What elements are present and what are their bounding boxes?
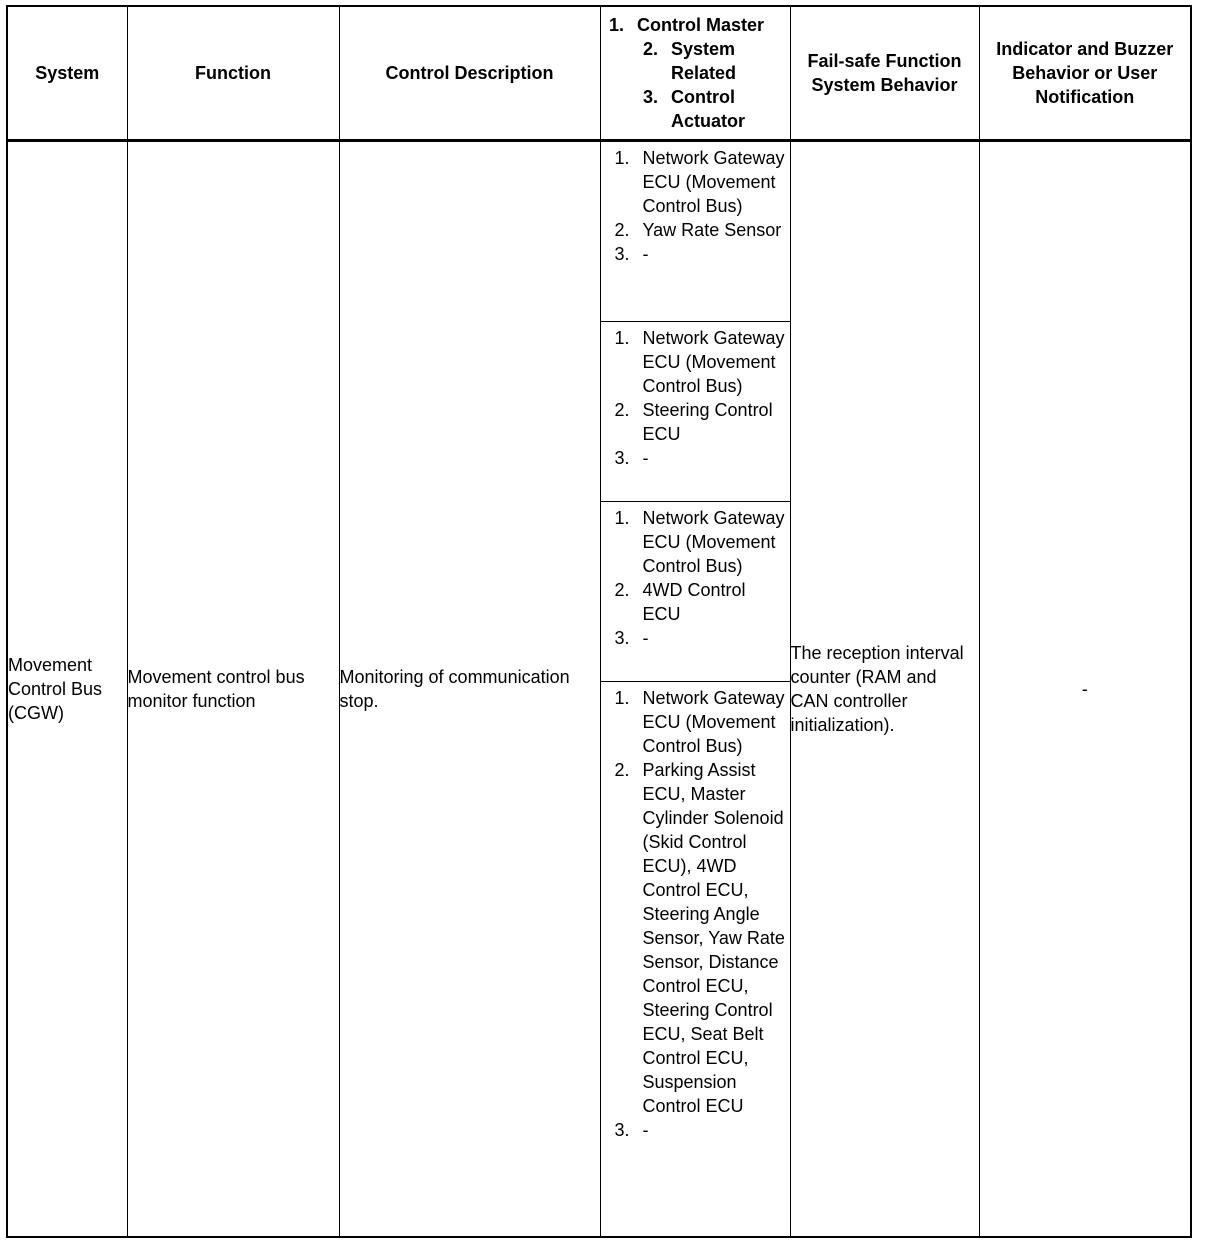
component-block: [601, 142, 790, 322]
cell-control-description: Monitoring of communication stop.: [339, 141, 600, 1238]
list-item: 3. -: [614, 244, 649, 264]
header-control-list: [609, 13, 781, 133]
header-control-master: [600, 6, 790, 141]
header-function: Function: [127, 6, 339, 141]
component-block: [601, 682, 790, 1146]
cell-indicator: -: [979, 141, 1191, 1238]
list-item: 2. Steering Control ECU: [614, 400, 773, 444]
header-system: System: [7, 6, 127, 141]
list-item: 2. Parking Assist ECU, Master Cylinder Solenoid (Skid Control ECU), 4WD Control ECU, Steering Angle Sensor, Yaw Rate Sensor, Distance Control ECU, Steering Control ECU, Seat Belt Control ECU, Suspension Control ECU: [614, 760, 785, 1116]
cell-system: Movement Control Bus (CGW): [7, 141, 127, 1238]
cell-function: Movement control bus monitor function: [127, 141, 339, 1238]
list-item: 3. -: [614, 448, 649, 468]
list-item: 1. Network Gateway ECU (Movement Control Bus): [614, 688, 785, 756]
component-block: [601, 322, 790, 502]
component-block: [601, 502, 790, 682]
list-item: 1. Network Gateway ECU (Movement Control Bus): [614, 148, 785, 216]
list-item: 2. 4WD Control ECU: [614, 580, 746, 624]
cell-control-components: [600, 141, 790, 1238]
header-list-item: 3. Control Actuator: [643, 87, 746, 131]
header-row: [7, 6, 1191, 141]
list-item: 1. Network Gateway ECU (Movement Control Bus): [614, 508, 785, 576]
list-item: 2. Yaw Rate Sensor: [614, 220, 782, 240]
header-failsafe: Fail-safe Function System Behavior: [790, 6, 979, 141]
header-list-item: 1. Control Master: [609, 15, 765, 35]
list-item: 1. Network Gateway ECU (Movement Control Bus): [614, 328, 785, 396]
list-item: 3. -: [614, 628, 649, 648]
spec-table: [6, 5, 1192, 1238]
cell-failsafe: The reception interval counter (RAM and CAN controller initialization).: [790, 141, 979, 1238]
header-control-description: Control Description: [339, 6, 600, 141]
header-list-item: 2. System Related: [643, 39, 737, 83]
list-item: 3. -: [614, 1120, 649, 1140]
table-row: [7, 141, 1191, 1238]
header-indicator: Indicator and Buzzer Behavior or User Notification: [979, 6, 1191, 141]
